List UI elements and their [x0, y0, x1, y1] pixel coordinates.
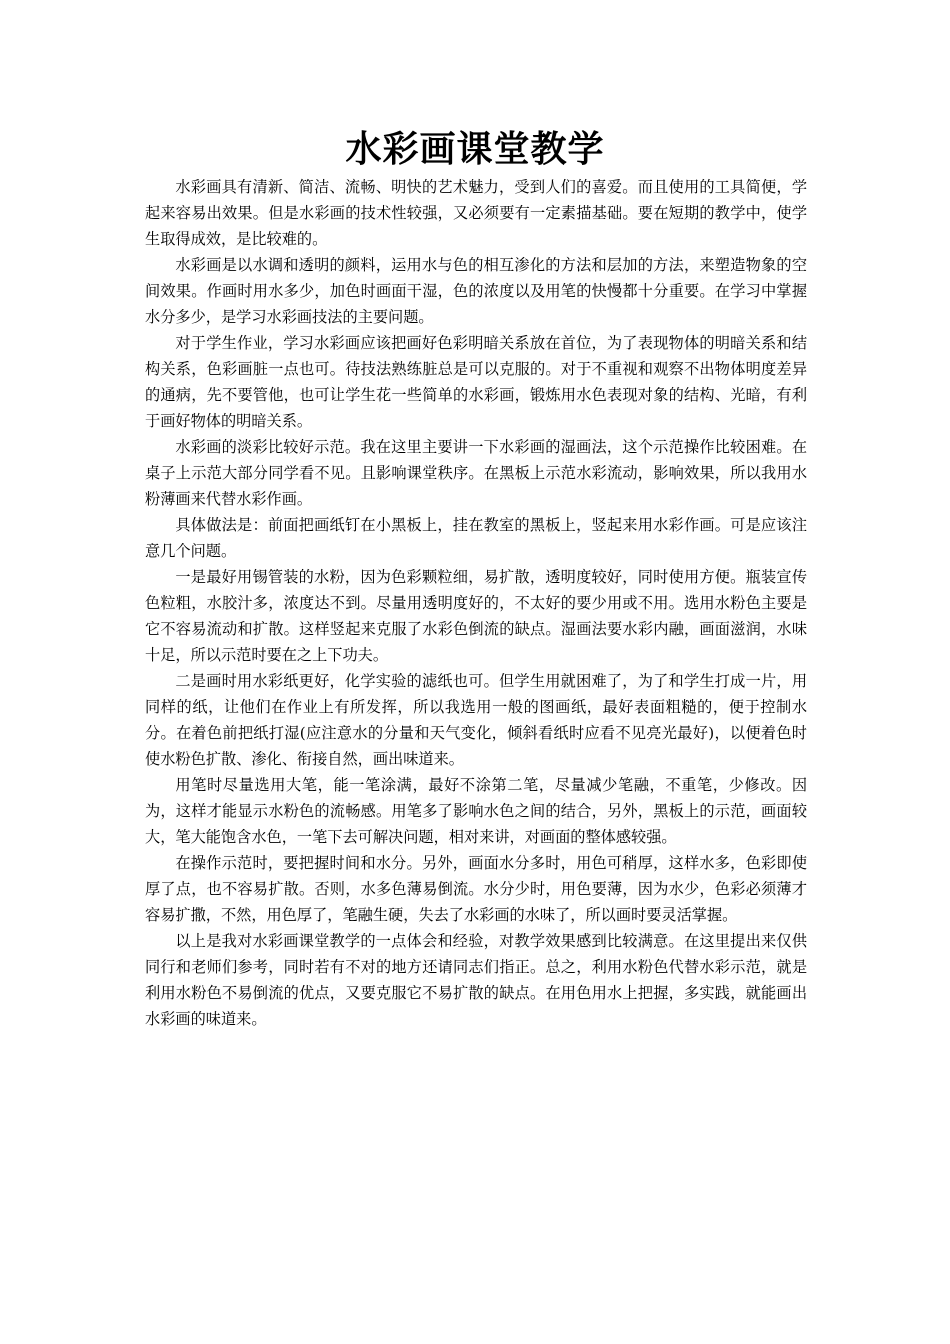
- document-title: 水彩画课堂教学: [345, 129, 605, 170]
- document-body: [145, 174, 807, 1032]
- paragraph-8: 用笔时尽量选用大笔，能一笔涂满，最好不涂第二笔，尽量减少笔融，不重笔，少修改。因为，这样才能显示水粉色的流畅感。用笔多了影响水色之间的结合，另外，黑板上的示范，画面较大，笔大能饱含水色，一笔下去可解决问题，相对来讲，对画面的整体感较强。: [145, 776, 807, 846]
- paragraph-4: 水彩画的淡彩比较好示范。我在这里主要讲一下水彩画的湿画法，这个示范操作比较困难。在桌子上示范大部分同学看不见。且影响课堂秩序。在黑板上示范水彩流动，影响效果，所以我用水粉薄画来代替水彩作画。: [145, 438, 807, 508]
- paragraph-9: 在操作示范时，要把握时间和水分。另外，画面水分多时，用色可稍厚，这样水多，色彩即使厚了点，也不容易扩散。否则，水多色薄易倒流。水分少时，用色要薄，因为水少，色彩必须薄才容易扩撒，不然，用色厚了，笔融生硬，失去了水彩画的水味了，所以画时要灵活掌握。: [145, 854, 807, 924]
- paragraph-5: 具体做法是：前面把画纸钉在小黑板上，挂在教室的黑板上，竖起来用水彩作画。可是应该注意几个问题。: [145, 516, 807, 560]
- paragraph-6: 一是最好用锡管装的水粉，因为色彩颗粒细，易扩散，透明度较好，同时使用方便。瓶装宣传色粒粗，水胶汁多，浓度达不到。尽量用透明度好的，不太好的要少用或不用。选用水粉色主要是它不容易流动和扩散。这样竖起来克服了水彩色倒流的缺点。湿画法要水彩内融，画面滋润，水味十足，所以示范时要在之上下功夫。: [145, 568, 807, 664]
- paragraph-7: 二是画时用水彩纸更好，化学实验的滤纸也可。但学生用就困难了，为了和学生打成一片，用同样的纸，让他们在作业上有所发挥，所以我选用一般的图画纸，最好表面粗糙的，便于控制水分。在着色前把纸打湿(应注意水的分量和天气变化，倾斜看纸时应看不见亮光最好)，以便着色时使水粉色扩散、渗化、衔接自然，画出味道来。: [145, 672, 807, 768]
- paragraph-10: 以上是我对水彩画课堂教学的一点体会和经验，对教学效果感到比较满意。在这里提出来仅供同行和老师们参考，同时若有不对的地方还请同志们指正。总之，利用水粉色代替水彩示范，就是利用水粉色不易倒流的优点，又要克服它不易扩散的缺点。在用色用水上把握，多实践，就能画出水彩画的味道来。: [145, 932, 807, 1028]
- paragraph-2: 水彩画是以水调和透明的颜料，运用水与色的相互渗化的方法和层加的方法，来塑造物象的空间效果。作画时用水多少，加色时画面干湿，色的浓度以及用笔的快慢都十分重要。在学习中掌握水分多少，是学习水彩画技法的主要问题。: [145, 256, 807, 326]
- paragraph-1: 水彩画具有清新、简洁、流畅、明快的艺术魅力，受到人们的喜爱。而且使用的工具简便，学起来容易出效果。但是水彩画的技术性较强，又必须要有一定素描基础。要在短期的教学中，使学生取得成效，是比较难的。: [145, 178, 807, 248]
- paragraph-3: 对于学生作业，学习水彩画应该把画好色彩明暗关系放在首位，为了表现物体的明暗关系和结构关系，色彩画脏一点也可。待技法熟练脏总是可以克服的。对于不重视和观察不出物体明度差异的通病，先不要管他，也可让学生花一些简单的水彩画，锻炼用水色表现对象的结构、光暗，有利于画好物体的明暗关系。: [145, 334, 807, 430]
